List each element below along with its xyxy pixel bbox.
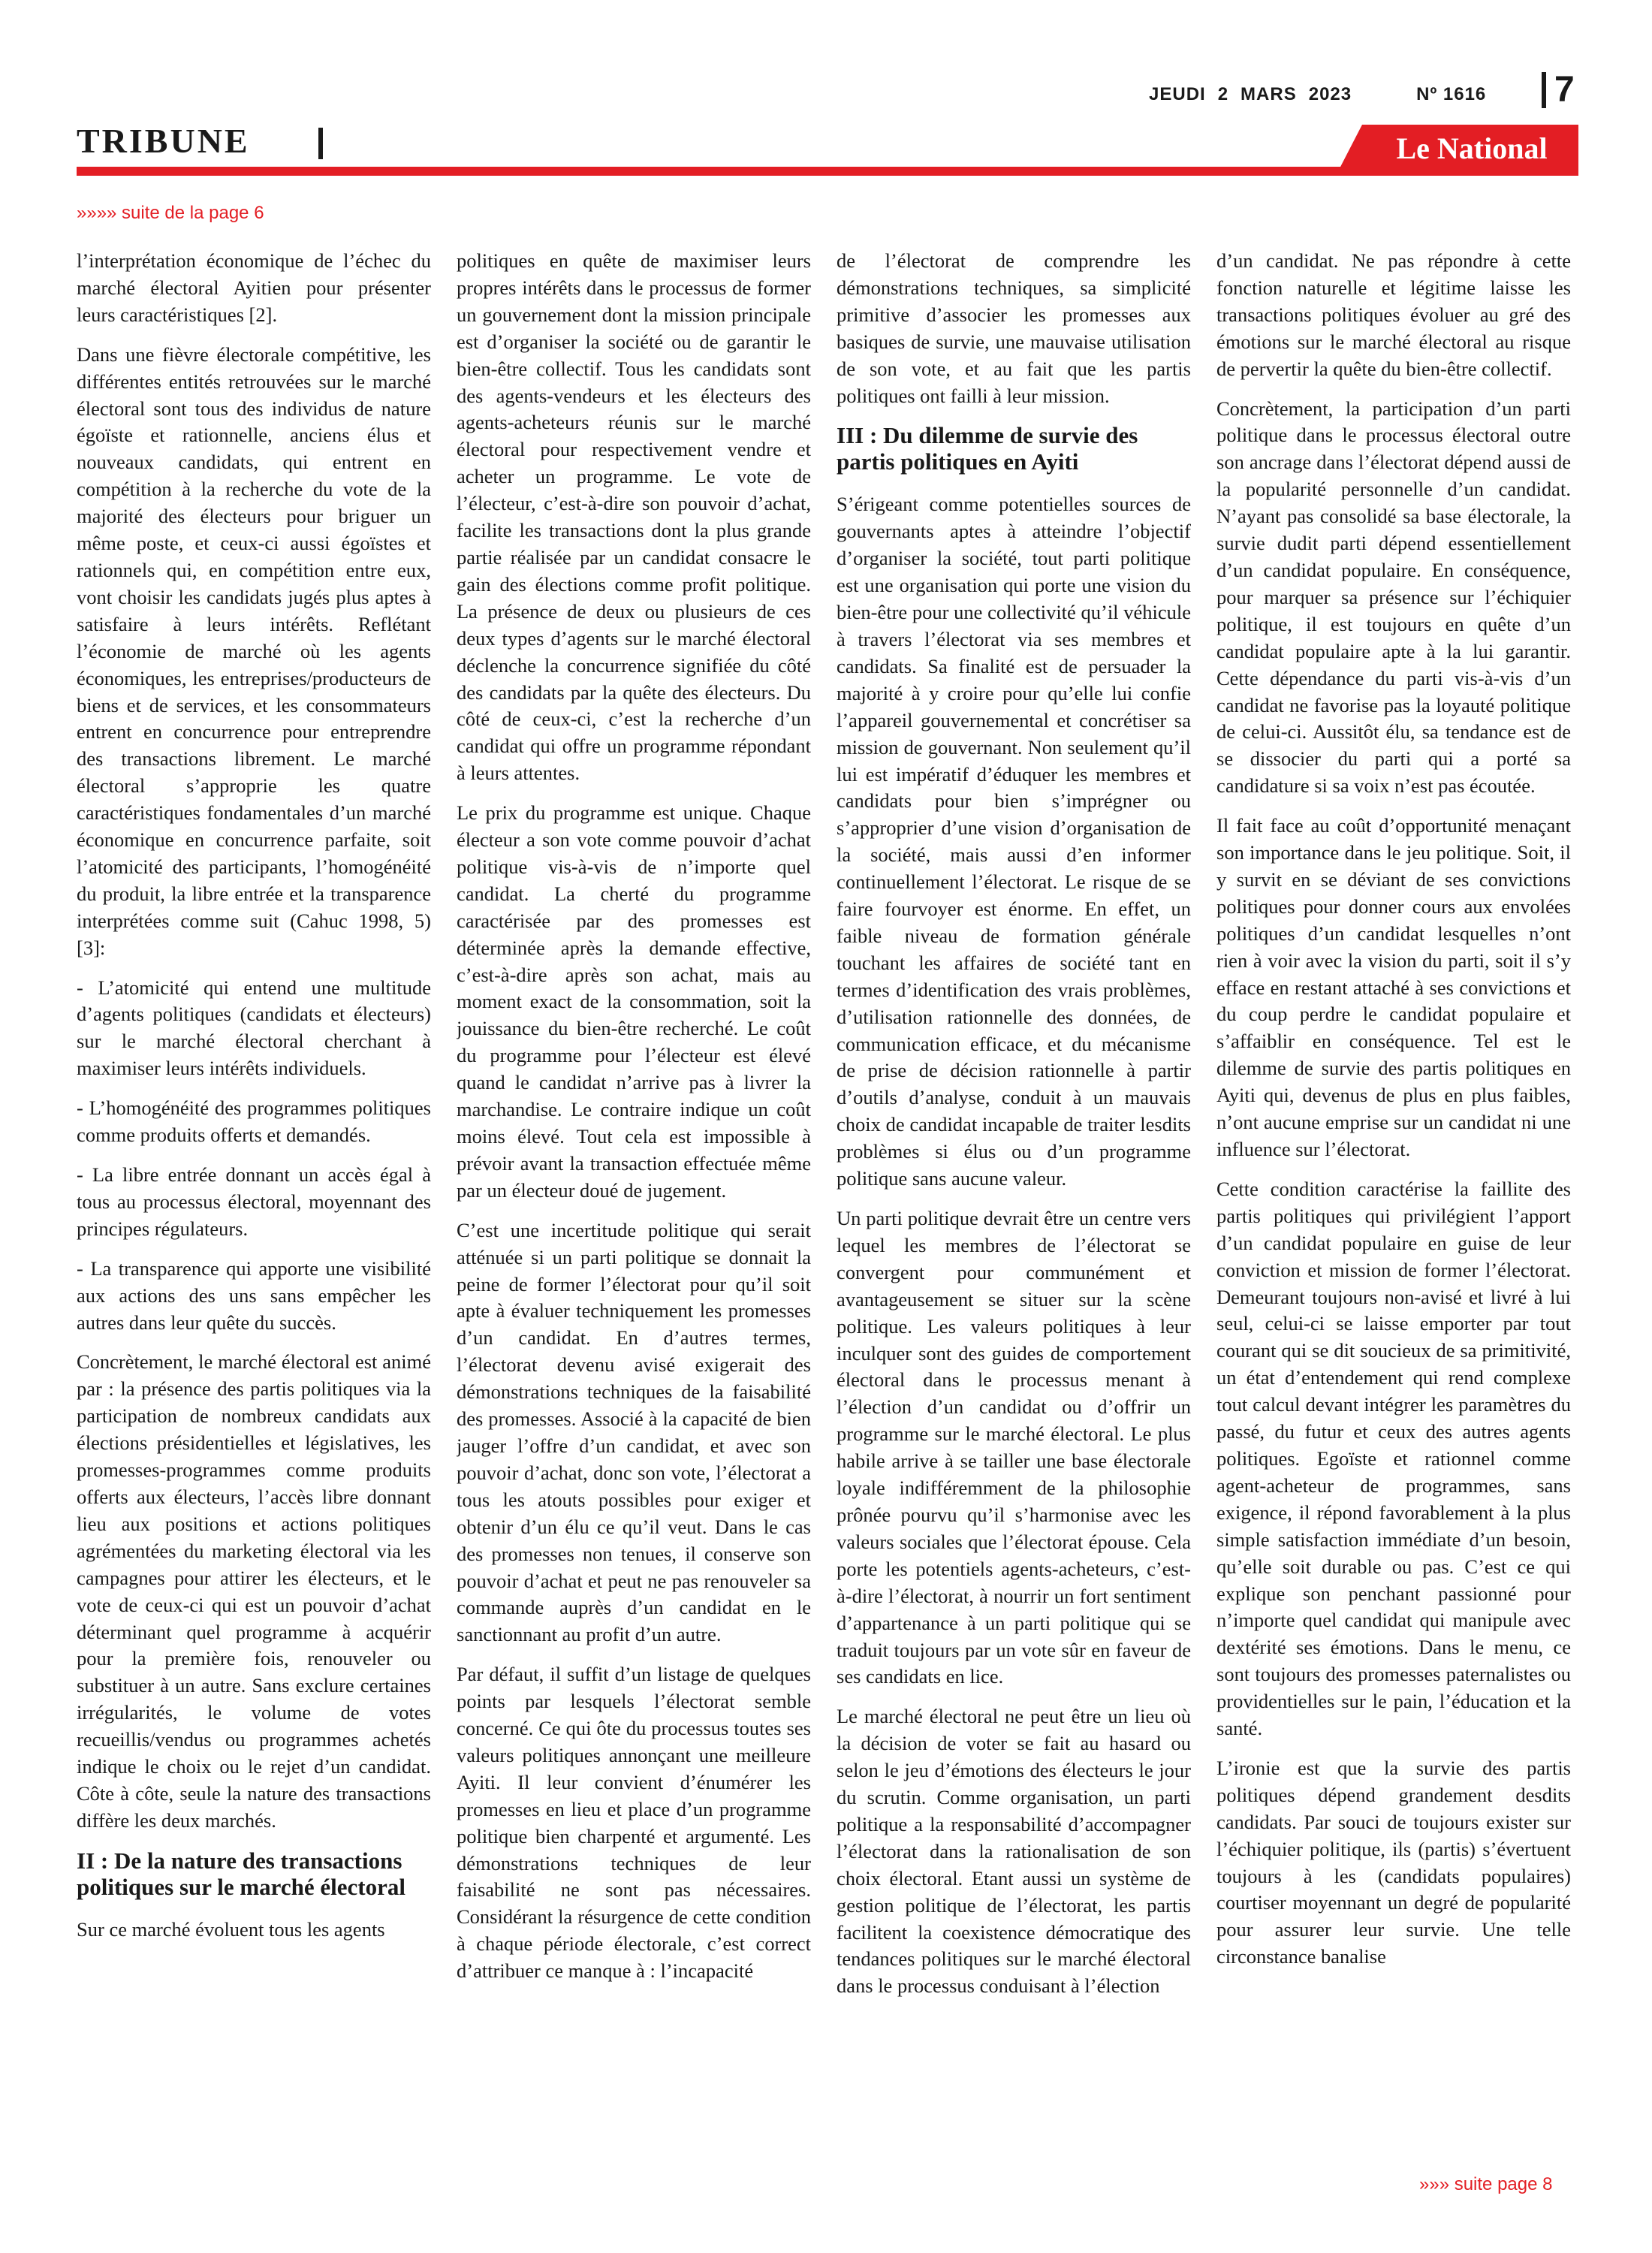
date-day: JEUDI <box>1149 84 1206 104</box>
paragraph: C’est une incertitude politique qui serait atténuée si un parti politique se donnait la peine de former l’électorat pour qu’il soit apte à évaluer techniquement les promesses d’un candidat. En d’autres termes, l’électorat devenu avisé exigerait des démonstrations techniques de la faisabilité des promesses. Associé à la capacité de bien jauger l’offre d’un candidat, et avec son pouvoir d’achat, donc son vote, l’électorat a tous les atouts possibles pour exiger et obtenir d’un élu ce qu’il veut. Dans le cas des promesses non tenues, il conserve son pouvoir d’achat et peut ne pas renouveler sa commande auprès d’un candidat en le sanctionnant au profit d’un autre. <box>457 1218 811 1646</box>
paragraph: - L’homogénéité des programmes politiques comme produits offerts et demandés. <box>77 1096 431 1147</box>
section-heading: II : De la nature des transactions politiques sur le marché électoral <box>77 1847 405 1900</box>
paragraph: politiques en quête de maximiser leurs propres intérêts dans le processus de former un gouvernement dont la mission principale est d’organiser la société ou de garantir le bien-être collectif. Tous les candidats sont des agents-vendeurs et les électeurs des agents-acheteurs réunis sur le marché électoral pour respectivement vendre et acheter un programme. Le vote de l’électeur, c’est-à-dire son pouvoir d’achat, facilite les transactions dont la plus grande partie réalisée par un candidat consacre le gain des élections comme profit politique. La présence de deux ou plusieurs de ces deux types d’agents sur le marché électoral déclenche la concurrence signifiée du côté des candidats par la quête des électeurs. Du côté de ceux-ci, c’est la recherche d’un candidat qui offre un programme répondant à leurs attentes. <box>457 249 811 785</box>
date-number: 2 <box>1217 84 1229 104</box>
section-divider <box>318 128 323 159</box>
paragraph: Le prix du programme est unique. Chaque électeur a son vote comme pouvoir d’achat politique vis-à-vis de n’importe quel candidat. La cherté du programme caractérisée par des promesses est déterminée après la demande effective, c’est-à-dire après son achat, mais au moment exact de la consommation, soit la jouissance du bien-être recherché. Le coût du programme pour l’électeur est élevé quand le candidat n’arrive pas à livrer la marchandise. Le contraire indique un coût moins élevé. Tout cela est impossible à prévoir avant la transaction effectuée même par un électeur doué de jugement. <box>457 801 811 1202</box>
article-column-2 <box>457 248 811 2178</box>
issue-number: Nº 1616 <box>1416 84 1487 104</box>
paragraph: S’érigeant comme potentielles sources de gouvernants aptes à atteindre l’objectif d’organiser la société, tout parti politique est une organisation qui porte une vision du bien-être pour une collectivité qu’il véhicule à travers l’électorat via ses membres et candidats. Sa finalité est de persuader la majorité à y croire pour qu’elle lui confie l’appareil gouvernemental et concrétiser sa mission de gouvernant. Non seulement qu’il lui est impératif d’éduquer les membres et candidats pour bien s’imprégner ou s’approprier d’une vision d’organisation de la société, mais aussi d’en informer continuellement l’électorat. Le risque de se faire fourvoyer est énorme. En effet, un faible niveau de formation générale touchant les affaires de société tant en termes d’identification des vrais problèmes, d’utilisation rationnelle des données, de communication efficace, et du mécanisme de prise de décision rationnelle à partir d’outils d’analyse, conduit à un mauvais choix de candidat incapable de traiter lesdits problèmes si élus ou d’un programme politique sans aucune valeur. <box>837 493 1191 1190</box>
continued-to-note: »»» suite page 8 <box>1419 2174 1553 2194</box>
paragraph: - La libre entrée donnant un accès égal à tous au processus électoral, moyennant des principes régulateurs. <box>77 1163 431 1240</box>
brand-name: Le National <box>1396 131 1548 165</box>
article-column-3 <box>837 248 1191 2178</box>
paragraph: Le marché électoral ne peut être un lieu où la décision de voter se fait au hasard ou selon le jeu d’émotions des électeurs le jour du scrutin. Comme organisation, un parti politique a la responsabilité d’accompagner l’électorat dans la rationalisation de son choix électoral. Etant aussi un système de gestion politique de l’électorat, les partis facilitent la coexistence démocratique des tendances politiques sur le marché électoral dans le processus conduisant à l’élection <box>837 1705 1191 1998</box>
paragraph: l’interprétation économique de l’échec du marché électoral Ayitien pour présenter leurs caractéristiques [2]. <box>77 249 431 326</box>
section-title: TRIBUNE <box>77 122 250 160</box>
continued-from-note: »»»» suite de la page 6 <box>77 203 264 223</box>
paragraph: Par défaut, il suffit d’un listage de quelques points par lesquels l’électorat semble concerné. Ce qui ôte du processus toutes ses valeurs politiques annonçant une meilleure Ayiti. Il leur convient d’énumérer les promesses en lieu et place d’un programme politique bien charpenté et argumenté. Les démonstrations techniques de leur faisabilité ne sont pas nécessaires. Considérant la résurgence de cette condition à chaque période électorale, c’est correct d’attribuer ce manque à : l’incapacité <box>457 1663 811 1983</box>
paragraph: L’ironie est que la survie des partis politiques dépend grandement desdits candidats. Par souci de toujours exister sur l’échiquier politique, ils (partis) s’évertuent toujours à les (candidats populaires) courtiser moyennant un degré de popularité pour assurer leur survie. Une telle circonstance banalise <box>1216 1756 1571 1968</box>
paragraph: Sur ce marché évoluent tous les agents <box>77 1917 385 1941</box>
paragraph: - La transparence qui apporte une visibilité aux actions des uns sans empêcher les autres dans leur quête du succès. <box>77 1256 431 1334</box>
paragraph: d’un candidat. Ne pas répondre à cette fonction naturelle et légitime laisse les transactions politiques évoluer au gré des émotions sur le marché électoral au risque de pervertir la quête du bien-être collectif. <box>1216 249 1571 380</box>
section-heading: III : Du dilemme de survie des partis politiques en Ayiti <box>837 422 1138 475</box>
article-column-1 <box>77 248 431 2178</box>
paragraph: Il fait face au coût d’opportunité menaçant son importance dans le jeu politique. Soit, il y survit en se déviant de ses convictions politiques pour donner cours aux envolées politiques d’un candidat lesquelles n’ont rien à voir avec la vision du parti, soit il s’y efface en restant attaché à ses convictions et du coup perdre le candidat populaire et s’affaiblir en conséquence. Tel est le dilemme de survie des partis politiques en Ayiti qui, devenus de plus en plus faibles, n’ont aucune emprise sur un candidat ni une influence sur l’électorat. <box>1216 814 1571 1160</box>
date-month: MARS <box>1241 84 1297 104</box>
paragraph: - L’atomicité qui entend une multitude d’agents politiques (candidats et électeurs) sur le marché électoral cherchant à maximiser leurs intérêts individuels. <box>77 976 431 1080</box>
article-column-4 <box>1216 248 1571 2178</box>
paragraph: Dans une fièvre électorale compétitive, les différentes entités retrouvées sur le marché électoral sont tous des individus de nature égoïste et rationnelle, anciens élus et nouveaux candidats, qui entrent en compétition à la recherche du vote de la majorité des électeurs pour briguer un même poste, et ceux-ci aussi égoïstes et rationnels qui, en compétition entre eux, vont choisir les candidats jugés plus aptes à satisfaire à leurs intérêts. Reflétant l’économie de marché où les agents économiques, les entreprises/producteurs de biens et de services, et les consommateurs entrent en concurrence pour entreprendre des transactions librement. Le marché électoral s’approprie les quatre caractéristiques fondamentales d’un marché économique en concurrence parfaite, soit l’atomicité des participants, l’homogénéité du produit, la libre entrée et la transparence interprétées comme suit (Cahuc 1998, 5) [3]: <box>77 342 431 959</box>
paragraph: Concrètement, le marché électoral est animé par : la présence des partis politiques via la participation de nombreux candidats aux élections présidentielles et législatives, les promesses-programmes comme produits offerts aux électeurs, l’accès libre donnant lieu aux positions et actions politiques agrémentées du marketing électoral via les campagnes pour attirer les électeurs, et le vote de ceux-ci qui est un pouvoir d’achat déterminant quel programme à acquérir pour la première fois, renouveler ou substituer à un autre. Sans exclure certaines irrégularités, le volume de votes recueillis/vendus ou programmes achetés indique le choix ou le rejet d’un candidat. Côte à côte, seule la nature des transactions diffère les deux marchés. <box>77 1350 431 1832</box>
paragraph: de l’électorat de comprendre les démonstrations techniques, sa simplicité primitive d’associer les promesses aux basiques de survie, une mauvaise utilisation de son vote, et au fait que les partis politiques ont failli à leur mission. <box>837 249 1191 407</box>
paragraph: Cette condition caractérise la faillite des partis politiques qui privilégient l’apport d’un candidat populaire en guise de leur conviction et mission de former l’électorat. Demeurant toujours non-avisé et livré à lui seul, celui-ci se laisse emporter par tout courant qui se dit soucieux de sa primitivité, un état d’entendement qui rend complexe tout calcul devant intégrer les paramètres du passé, du futur et ceux des autres agents politiques. Egoïste et rationnel comme agent-acheteur de programmes, sans exigence, il répond favorablement à la plus simple satisfaction immédiate d’un besoin, qu’elle soit durable ou pas. C’est ce qui explique son penchant passionné pour n’importe quel candidat qui manipule avec dextérité ses émotions. Dans le menu, ce sont toujours des promesses paternalistes ou providentielles sur le pain, l’éducation et la santé. <box>1216 1177 1571 1740</box>
paragraph: Concrètement, la participation d’un parti politique dans le processus électoral outre son ancrage dans l’électorat dépend aussi de la popularité personnelle d’un candidat. N’ayant pas consolidé sa base électorale, la survie dudit parti dépend essentiellement d’un candidat populaire. En conséquence, pour marquer sa présence sur l’échiquier politique, il est toujours en quête d’un candidat populaire apte à la lui garantir. Cette dépendance du parti vis-à-vis d’un candidat ne favorise pas la loyauté politique de celui-ci. Aussitôt élu, sa tendance est de se dissocier du parti qui a porté sa candidature si sa voix n’est pas écoutée. <box>1216 397 1571 798</box>
date-year: 2023 <box>1308 84 1352 104</box>
page-number-divider <box>1542 72 1546 108</box>
page-number: 7 <box>1554 70 1575 110</box>
date-line <box>1149 80 1498 110</box>
paragraph: Un parti politique devrait être un centre vers lequel les membres de l’électorat se convergent pour communément et avantageusement se situer sur la scène politique. Les valeurs politiques à leur inculquer sont des guides de comportement électoral dans le processus menant à l’élection d’un candidat ou d’offrir un programme sur le marché électoral. Le plus habile arrive à se tailler une base électorale loyale indifféremment de la philosophie prônée pourvu qu’il s’harmonise avec les valeurs sociales que l’électorat épouse. Cela porte les potentiels agents-acheteurs, c’est-à-dire l’électorat, à nourrir un fort sentiment d’appartenance à un parti politique qui se traduit toujours par un vote sûr en faveur de ses candidats en lice. <box>837 1207 1191 1688</box>
